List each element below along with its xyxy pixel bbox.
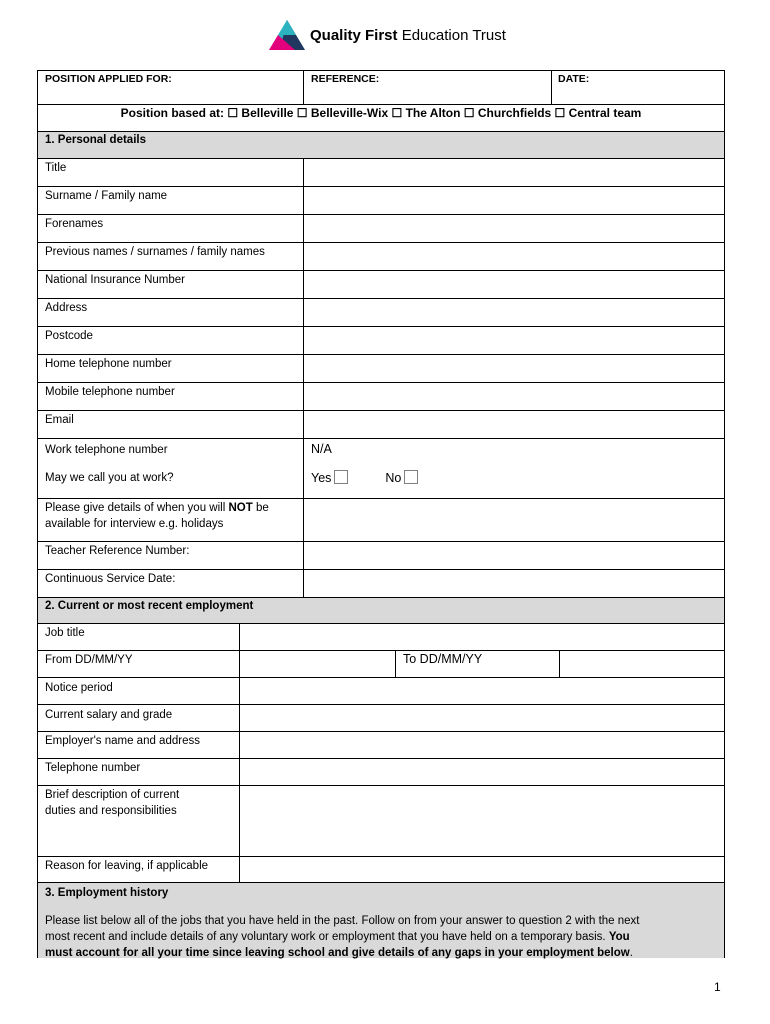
section-3-heading: 3. Employment history <box>45 887 169 899</box>
section-3-line1: Please list below all of the jobs that you have held in the past. Follow on from your answer to question 2 with the next <box>45 915 640 927</box>
position-applied-label: POSITION APPLIED FOR: <box>45 73 172 85</box>
personal-detail-field[interactable] <box>304 383 724 410</box>
notice-period-label: Notice period <box>45 682 113 694</box>
section-3-line3 <box>45 945 717 961</box>
personal-detail-label: Address <box>45 302 88 314</box>
personal-detail-label: Forenames <box>45 218 104 230</box>
section-3-line3-end: . <box>629 947 633 959</box>
section-3-block <box>38 883 724 958</box>
logo-regular-text: Education Trust <box>401 26 506 44</box>
from-date-label: From DD/MM/YY <box>45 654 133 666</box>
employer-name-address-label: Employer's name and address <box>45 735 200 747</box>
logo-text <box>310 27 506 44</box>
logo-bold-text: Quality First <box>310 26 398 44</box>
no-label: No <box>385 471 402 485</box>
yes-checkbox[interactable] <box>334 470 348 484</box>
section-3-line2-regular: most recent and include details of any voluntary work or employment that you have held on a temporary basis. <box>45 931 609 943</box>
duties-line1: Brief description of current <box>45 789 180 801</box>
duties-line2: duties and responsibilities <box>45 805 177 817</box>
section-3-line2-bold: You <box>608 931 630 943</box>
no-checkbox[interactable] <box>404 470 418 484</box>
personal-detail-label: National Insurance Number <box>45 274 185 286</box>
personal-detail-field[interactable] <box>304 215 724 242</box>
date-label: DATE: <box>558 73 590 85</box>
salary-grade-label: Current salary and grade <box>45 709 173 721</box>
personal-detail-label: Surname / Family name <box>45 190 168 202</box>
continuous-service-label: Continuous Service Date: <box>45 573 176 585</box>
telephone-number-label: Telephone number <box>45 762 141 774</box>
section-1-heading: 1. Personal details <box>38 132 724 158</box>
interview-availability-label <box>38 499 269 532</box>
position-based-at[interactable]: Position based at: ☐ Belleville ☐ Belleville-Wix ☐ The Alton ☐ Churchfields ☐ Central team <box>120 106 642 120</box>
interview-text-post: be <box>252 502 269 514</box>
logo-triangle-icon <box>268 19 306 51</box>
reason-leaving-label: Reason for leaving, if applicable <box>45 860 209 872</box>
personal-detail-field[interactable] <box>304 327 724 354</box>
interview-text-bold: NOT <box>228 502 253 514</box>
personal-detail-label: Previous names / surnames / family names <box>45 246 265 258</box>
yes-label: Yes <box>311 471 332 485</box>
personal-detail-field[interactable] <box>304 299 724 326</box>
section-3-line3-bold: must account for all your time since leaving school and give details of any gaps in your employment below <box>45 947 630 959</box>
duties-label <box>38 786 179 819</box>
personal-detail-label: Home telephone number <box>45 358 172 370</box>
application-form <box>37 70 725 958</box>
call-at-work-label: May we call you at work? <box>45 472 174 484</box>
reference-label: REFERENCE: <box>311 73 380 85</box>
personal-detail-label: Postcode <box>45 330 93 342</box>
personal-detail-label: Mobile telephone number <box>45 386 175 398</box>
interview-text-pre: Please give details of when you will <box>45 502 229 514</box>
to-date-label: To DD/MM/YY <box>403 652 483 666</box>
personal-detail-field[interactable] <box>304 355 724 382</box>
personal-detail-field[interactable] <box>304 243 724 270</box>
call-at-work-options <box>311 470 418 486</box>
work-telephone-label: Work telephone number <box>45 444 168 456</box>
trust-logo <box>268 18 506 52</box>
page-number: 1 <box>714 980 721 994</box>
work-telephone-value[interactable]: N/A <box>311 442 332 456</box>
job-title-label: Job title <box>45 627 85 639</box>
personal-detail-field[interactable] <box>304 411 724 438</box>
section-3-line2 <box>45 929 717 945</box>
personal-detail-field[interactable] <box>304 187 724 214</box>
personal-detail-label: Title <box>45 162 67 174</box>
teacher-reference-label: Teacher Reference Number: <box>45 545 190 557</box>
interview-text-line2: available for interview e.g. holidays <box>45 518 224 530</box>
personal-detail-field[interactable] <box>304 159 724 186</box>
personal-detail-field[interactable] <box>304 271 724 298</box>
personal-detail-label: Email <box>45 414 74 426</box>
section-2-heading: 2. Current or most recent employment <box>38 598 724 623</box>
